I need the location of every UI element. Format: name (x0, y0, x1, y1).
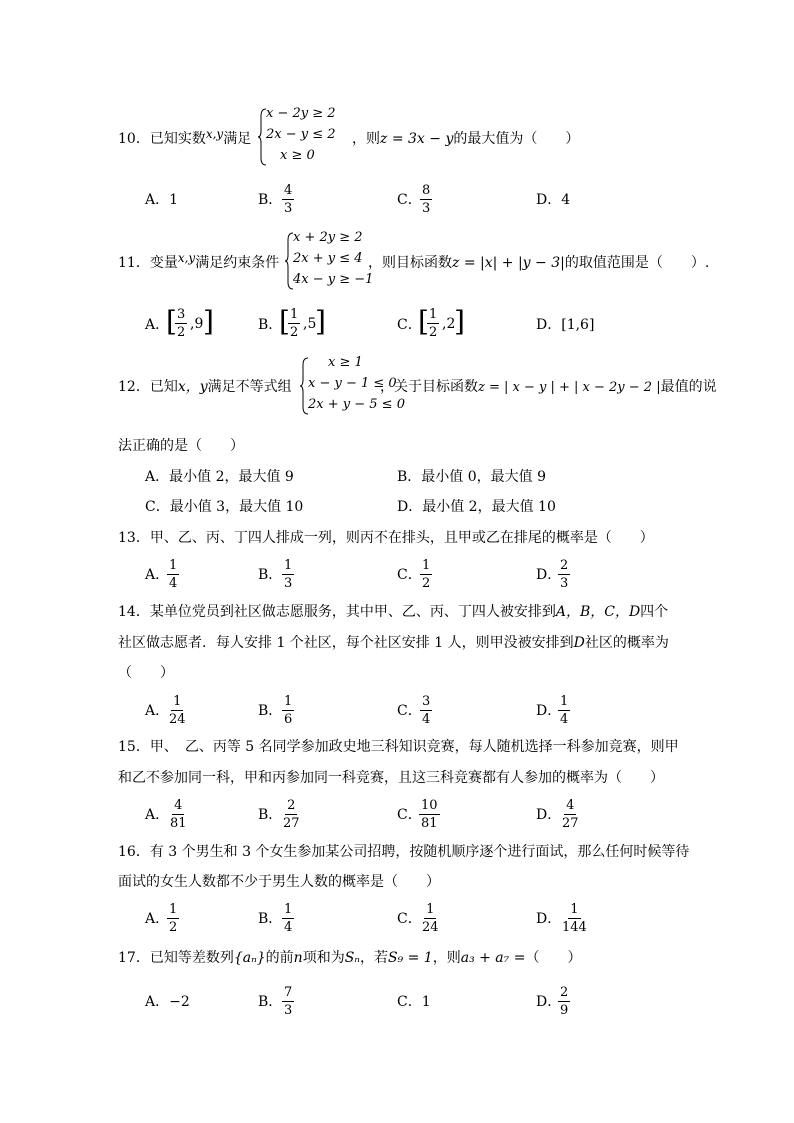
option-c[interactable]: C．最小值 3，最大值 10 (145, 499, 304, 515)
option-b[interactable]: B． (258, 192, 283, 208)
fraction: $\frac{3}{2}$ (177, 307, 186, 340)
option-b[interactable]: B． (258, 317, 283, 333)
option-a[interactable]: A．最小值 2，最大值 9 (145, 469, 294, 485)
option-d[interactable]: D．4 (536, 192, 571, 208)
question-13-stem: 13．甲、乙、丙、丁四人排成一列，则丙不在排头，且甲或乙在排尾的概率是（ ） (118, 530, 654, 546)
fraction: $\frac{4}{81}$ (170, 798, 187, 831)
option-c[interactable]: C． (397, 911, 422, 927)
fraction: $\frac{1}{2}$ (169, 902, 178, 935)
fraction: $\frac{2}{9}$ (560, 985, 569, 1018)
question-14-stem: 14．某单位党员到社区做志愿服务，其中甲、乙、丙、丁四人被安排到A，B，C，D四个 (118, 604, 669, 620)
option-a[interactable]: A．−2 (145, 994, 190, 1010)
fraction: $\frac{1}{4}$ (169, 558, 178, 591)
option-a[interactable]: A．1 (145, 192, 179, 208)
question-16-stem: 16．有 3 个男生和 3 个女生参加某公司招聘，按随机顺序逐个进行面试，那么任何时候等待 (118, 844, 690, 860)
option-d[interactable]: D． (536, 703, 562, 719)
bracket-open: [ (279, 305, 290, 338)
bracket-open: [ (166, 305, 177, 338)
question-15-stem: 15．甲、 乙、丙等 5 名同学参加政史地三科知识竞赛，每人随机选择一科参加竞赛，则甲 (118, 739, 679, 755)
question-10-stem: 10．已知实数x,y满足 (118, 127, 252, 147)
bracket-close: ] (203, 305, 214, 338)
option-c[interactable]: C． (397, 567, 422, 583)
option-a[interactable]: A． (145, 567, 170, 583)
option-b[interactable]: B． (258, 807, 283, 823)
fraction: $\frac{4}{27}$ (562, 798, 579, 831)
option-d[interactable]: D． (536, 807, 562, 823)
fraction: $\frac{1}{4}$ (560, 694, 569, 727)
question-11-stem: 11．变量x,y满足约束条件 (118, 251, 280, 271)
fraction: $\frac{7}{3}$ (284, 985, 293, 1018)
fraction: $\frac{1}{144}$ (562, 902, 587, 935)
option-a[interactable]: A． (145, 911, 170, 927)
fraction: $\frac{1}{2}$ (429, 307, 438, 340)
bracket-close: ] (454, 305, 465, 338)
fraction: $\frac{4}{3}$ (284, 183, 293, 216)
fraction: $\frac{1}{2}$ (290, 307, 299, 340)
question-17-stem: 17．已知等差数列{aₙ}的前n项和为Sₙ，若S₉ = 1，则a₃ + a₇ =（ ） (118, 950, 582, 966)
option-b[interactable]: B． (258, 994, 283, 1010)
bracket-open: [ (418, 305, 429, 338)
option-d[interactable]: D． (536, 994, 562, 1010)
fraction: $\frac{10}{81}$ (421, 798, 438, 831)
option-d[interactable]: D． (536, 911, 562, 927)
fraction: $\frac{1}{6}$ (284, 694, 293, 727)
option-a[interactable]: A． (145, 703, 170, 719)
option-b[interactable]: B． (258, 911, 283, 927)
fraction: $\frac{3}{4}$ (422, 694, 431, 727)
fraction: $\frac{2}{27}$ (283, 798, 300, 831)
bracket-close: ] (315, 305, 326, 338)
option-a[interactable]: A． (145, 807, 170, 823)
option-b[interactable]: B． (258, 567, 283, 583)
fraction: $\frac{2}{3}$ (560, 558, 569, 591)
option-b[interactable]: B．最小值 0，最大值 9 (397, 469, 547, 485)
option-c[interactable]: C． (397, 192, 422, 208)
option-c[interactable]: C．1 (397, 994, 431, 1010)
option-c[interactable]: C． (397, 703, 422, 719)
option-c[interactable]: C． (397, 317, 422, 333)
option-c[interactable]: C． (397, 807, 422, 823)
option-b[interactable]: B． (258, 703, 283, 719)
option-a[interactable]: A． (145, 317, 170, 333)
fraction: $\frac{1}{4}$ (284, 902, 293, 935)
option-d[interactable]: D．最小值 2，最大值 10 (397, 499, 556, 515)
fraction: $\frac{8}{3}$ (422, 183, 431, 216)
question-12-stem: 12．已知x，y满足不等式组 (118, 379, 292, 395)
fraction: $\frac{1}{24}$ (422, 902, 439, 935)
fraction: $\frac{1}{24}$ (169, 694, 186, 727)
option-d[interactable]: D． (536, 567, 562, 583)
option-d[interactable]: D．[1,6] (536, 317, 595, 333)
fraction: $\frac{1}{3}$ (284, 558, 293, 591)
fraction: $\frac{1}{2}$ (422, 558, 431, 591)
